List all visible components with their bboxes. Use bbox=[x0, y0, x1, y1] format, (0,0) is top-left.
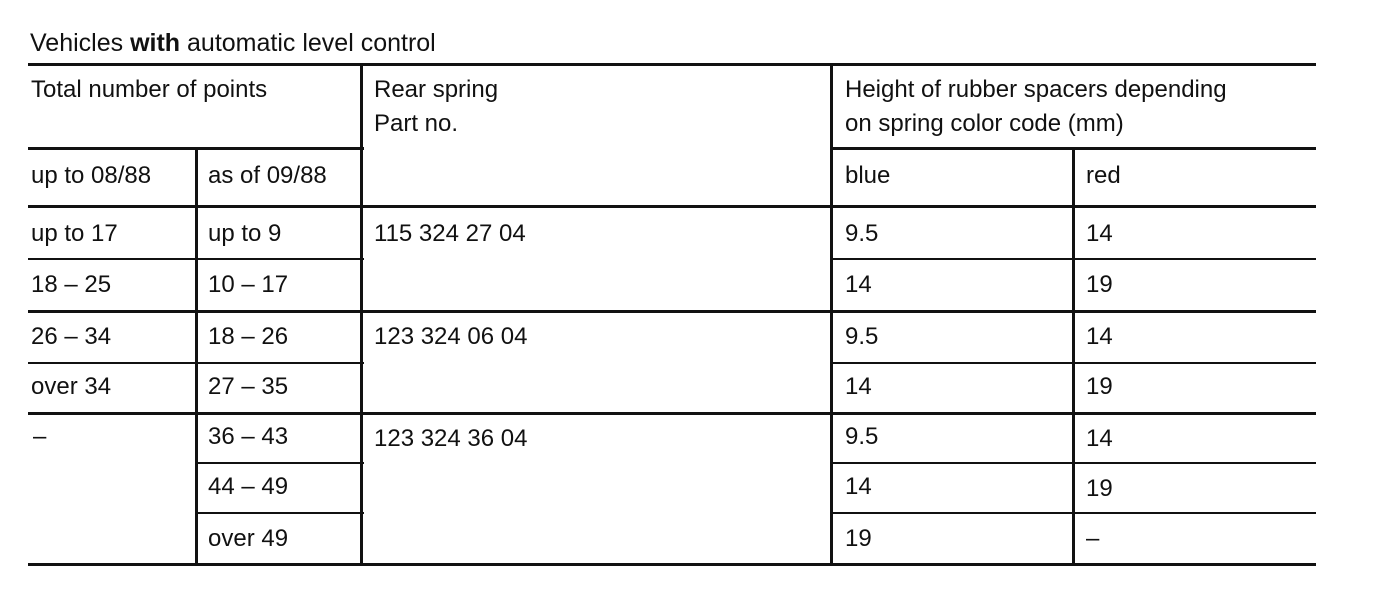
caption-emphasis: with bbox=[130, 29, 181, 57]
row5-up-to: – bbox=[33, 423, 47, 450]
row2-up-to: 18 – 25 bbox=[31, 271, 112, 298]
rule-header-bottom bbox=[28, 205, 1316, 208]
header-rear-spring-line1: Rear spring bbox=[374, 76, 499, 103]
rule-row6 bbox=[196, 512, 364, 514]
header-blue: blue bbox=[845, 162, 891, 189]
row7-red: – bbox=[1086, 525, 1100, 552]
row4-blue: 14 bbox=[845, 373, 872, 400]
row1-as-of: up to 9 bbox=[208, 220, 282, 247]
row4-up-to: over 34 bbox=[31, 373, 112, 400]
row2-as-of: 10 – 17 bbox=[208, 271, 289, 298]
row4-red: 19 bbox=[1086, 373, 1113, 400]
rule-col-split-right bbox=[1072, 148, 1075, 566]
row4-as-of: 27 – 35 bbox=[208, 373, 289, 400]
header-rear-spring bbox=[374, 73, 498, 141]
header-rear-spring-line2: Part no. bbox=[374, 110, 459, 137]
rule-bottom bbox=[28, 563, 1316, 566]
table-caption bbox=[30, 28, 436, 58]
row7-as-of: over 49 bbox=[208, 525, 289, 552]
rule-col-left bbox=[360, 63, 363, 566]
row3-red: 14 bbox=[1086, 323, 1113, 350]
row3-up-to: 26 – 34 bbox=[31, 323, 112, 350]
rule-top bbox=[28, 63, 1316, 66]
row5-as-of: 36 – 43 bbox=[208, 423, 289, 450]
header-spacer-height-line1: Height of rubber spacers depending bbox=[845, 76, 1227, 103]
caption-prefix: Vehicles bbox=[30, 29, 131, 57]
header-as-of-0988: as of 09/88 bbox=[208, 162, 327, 189]
row5-part-no: 123 324 36 04 bbox=[374, 425, 528, 452]
row5-blue: 9.5 bbox=[845, 423, 879, 450]
caption-suffix: automatic level control bbox=[180, 29, 436, 57]
header-spacer-height bbox=[845, 73, 1227, 141]
rule-col-split-left bbox=[195, 148, 198, 566]
row2-blue: 14 bbox=[845, 271, 872, 298]
rule-row4 bbox=[28, 412, 1316, 415]
header-up-to-0888: up to 08/88 bbox=[31, 162, 152, 189]
row3-blue: 9.5 bbox=[845, 323, 879, 350]
row6-red: 19 bbox=[1086, 475, 1113, 502]
header-spacer-height-line2: on spring color code (mm) bbox=[845, 110, 1124, 137]
row5-red: 14 bbox=[1086, 425, 1113, 452]
header-red: red bbox=[1086, 162, 1121, 189]
row1-red: 14 bbox=[1086, 220, 1113, 247]
row7-blue: 19 bbox=[845, 525, 872, 552]
rule-col-right bbox=[830, 63, 833, 566]
rule-row5 bbox=[196, 462, 364, 464]
header-total-points: Total number of points bbox=[31, 76, 268, 103]
rule-row2 bbox=[28, 310, 1316, 313]
row6-as-of: 44 – 49 bbox=[208, 473, 289, 500]
row1-part-no: 115 324 27 04 bbox=[374, 220, 526, 247]
row2-red: 19 bbox=[1086, 271, 1113, 298]
row6-blue: 14 bbox=[845, 473, 872, 500]
row3-part-no: 123 324 06 04 bbox=[374, 323, 528, 350]
row1-up-to: up to 17 bbox=[31, 220, 118, 247]
row1-blue: 9.5 bbox=[845, 220, 879, 247]
row3-as-of: 18 – 26 bbox=[208, 323, 289, 350]
